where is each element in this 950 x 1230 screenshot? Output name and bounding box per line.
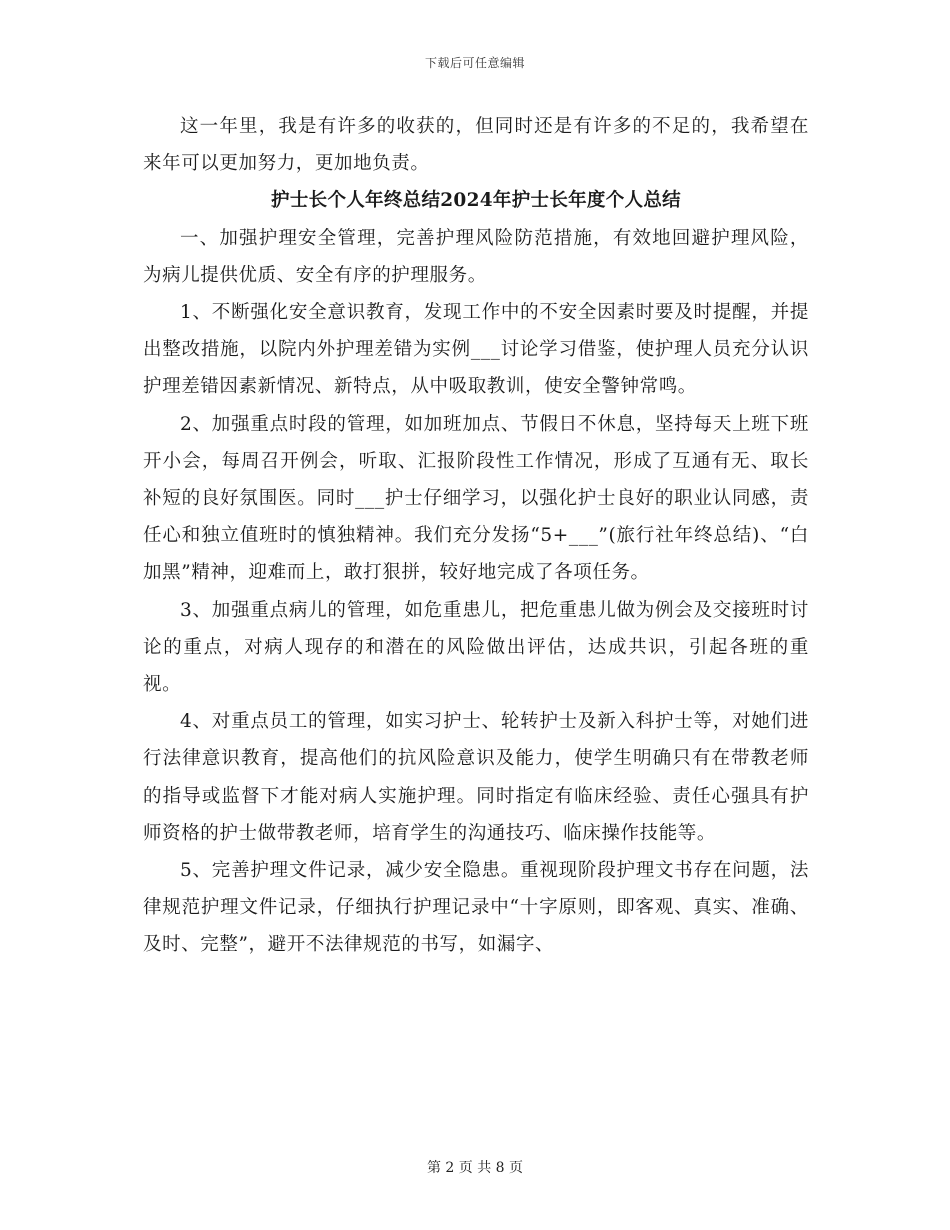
page-header-note: 下载后可任意编辑	[424, 56, 525, 70]
paragraph-item-5: 5、完善护理文件记录，减少安全隐患。重视现阶段护理文书存在问题，法律规范护理文件记录，仔细执行护理记录中“十字原则，即客观、真实、准确、及时、完整”，避开不法律规范的书写，如漏字、	[143, 860, 809, 956]
document-body	[143, 108, 809, 964]
paragraph-item-2: 2、加强重点时段的管理，如加班加点、节假日不休息，坚持每天上班下班开小会，每周召开例会，听取、汇报阶段性工作情况，形成了互通有无、取长补短的良好氛围医。同时___护士仔细学习，以强化护士良好的职业认同感，责任心和独立值班时的慎独精神。我们充分发扬“5+___”(旅行社年终总结)、“白加黑”精神，迎难而上，敢打狠拼，较好地完成了各项任务。	[143, 413, 809, 584]
document-title: 护士长个人年终总结2024年护士长年度个人总结	[271, 190, 681, 212]
paragraph-section-1: 一、加强护理安全管理，完善护理风险防范措施，有效地回避护理风险，为病儿提供优质、安全有序的护理服务。	[143, 227, 809, 286]
paragraph-item-3: 3、加强重点病儿的管理，如危重患儿，把危重患儿做为例会及交接班时讨论的重点，对病人现存的和潜在的风险做出评估，达成共识，引起各班的重视。	[143, 599, 809, 696]
page-footer-number: 第 2 页 共 8 页	[426, 1160, 524, 1176]
intro-paragraph: 这一年里，我是有许多的收获的，但同时还是有许多的不足的，我希望在来年可以更加努力，更加地负责。	[143, 116, 809, 175]
paragraph-item-1: 1、不断强化安全意识教育，发现工作中的不安全因素时要及时提醒，并提出整改措施，以院内外护理差错为实例___讨论学习借鉴，使护理人员充分认识护理差错因素新情况、新特点，从中吸取教训，使安全警钟常鸣。	[143, 302, 809, 398]
paragraph-item-4: 4、对重点员工的管理，如实习护士、轮转护士及新入科护士等，对她们进行法律意识教育，提高他们的抗风险意识及能力，使学生明确只有在带教老师的指导或监督下才能对病人实施护理。同时指定有临床经验、责任心强具有护师资格的护士做带教老师，培育学生的沟通技巧、临床操作技能等。	[143, 711, 809, 844]
